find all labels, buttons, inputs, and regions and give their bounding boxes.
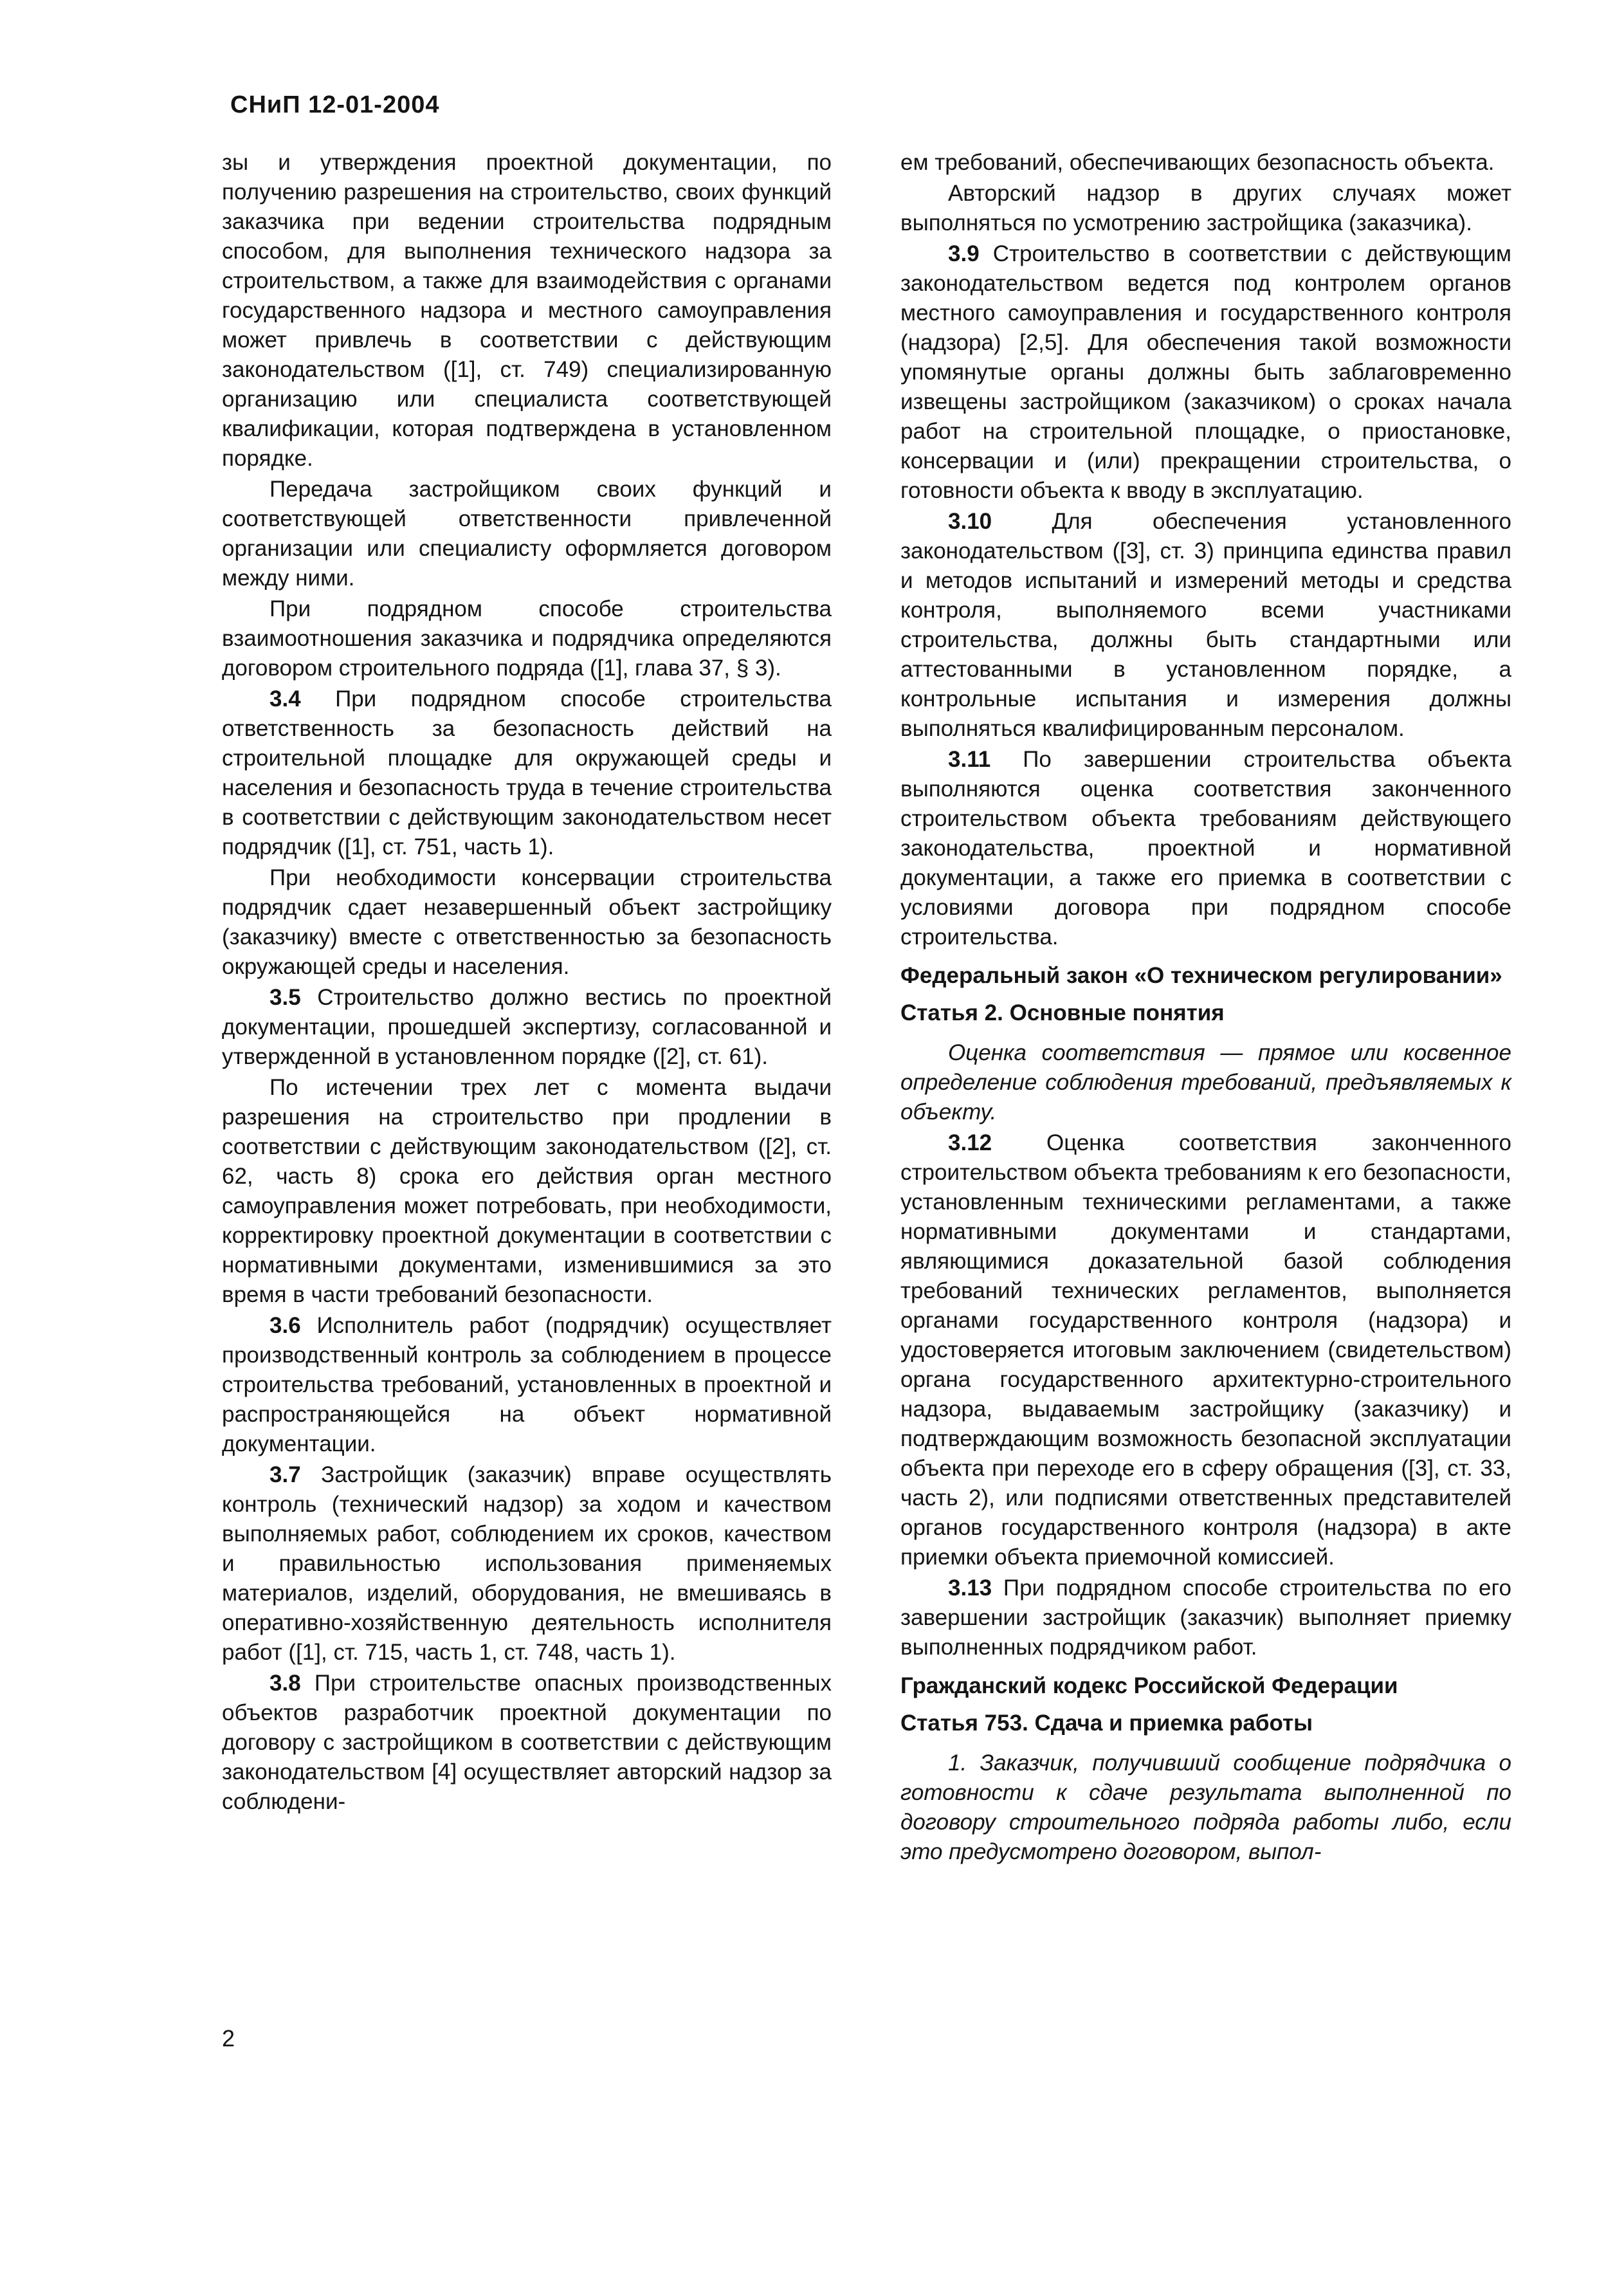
numbered-clause — [222, 983, 832, 1072]
clause-number: 3.4 — [269, 686, 301, 711]
law-heading: Гражданский кодекс Российской Федерации — [900, 1673, 1398, 1698]
paragraph — [222, 148, 832, 473]
document-code-header: СНиП 12-01-2004 — [230, 91, 440, 118]
numbered-clause — [900, 507, 1511, 744]
numbered-clause — [222, 1311, 832, 1459]
article-heading: Статья 753. Сдача и приемка работы — [900, 1711, 1313, 1736]
paragraph-text: Строительство в соответствии с действующим законодательством ведется под контролем органов местного самоуправления и государственного контроля (надзора) [2,5]. Для обеспечения такой возможности упомянутые органы должны быть заблаговременно извещены застройщиком (заказчиком) о сроках начала работ на строительной площадке, о приостановке, консервации и (или) прекращении строительства, о готовности объекта к вводу в эксплуатацию. — [900, 241, 1511, 503]
clause-number: 3.5 — [269, 985, 301, 1010]
numbered-clause — [900, 1574, 1511, 1662]
paragraph-text: При подрядном способе строительства ответственность за безопасность действий на строительной площадке для окружающей среды и населения и безопасность труда в течение строительства в соответствии с действующим законодательством несет подрядчик ([1], ст. 751, часть 1). — [222, 686, 832, 859]
numbered-clause — [900, 239, 1511, 506]
paragraph-text: зы и утверждения проектной документации, по получению разрешения на строительство, своих функций заказчика при ведении строительства подрядным способом, для выполнения технического надзора за строительством, а также для взаимодействия с органами государственного надзора и местного самоуправления может привлечь в соответствии с действующим законодательством ([1], ст. 749) специализированную организацию или специалиста соответствующей квалификации, которая подтверждена в установленном порядке. — [222, 150, 832, 471]
clause-number: 3.9 — [948, 241, 980, 266]
clause-number: 3.7 — [269, 1462, 301, 1487]
article-heading: Статья 2. Основные понятия — [900, 1000, 1225, 1025]
paragraph — [222, 594, 832, 683]
paragraph-text: По истечении трех лет с момента выдачи разрешения на строительство при продлении в соответствии с действующим законодательством ([2], ст. 62, часть 8) срока его действия орган местного самоуправления может потребовать, при необходимости, корректировку проектной документации в соответствии с нормативными документами, изменившимися за это время в части требований безопасности. — [222, 1075, 832, 1307]
paragraph-text: Авторский надзор в других случаях может выполняться по усмотрению застройщика (заказчика). — [900, 181, 1511, 235]
clause-number: 3.8 — [269, 1671, 301, 1696]
clause-number: 3.12 — [948, 1130, 992, 1155]
paragraph-text: Для обеспечения установленного законодательством ([3], ст. 3) принципа единства правил и методов испытаний и измерений методы и средства контроля, выполняемого всеми участниками строительства, должны быть стандартными или аттестованными в установленном порядке, а контрольные испытания и измерения должны выполняться квалифицированным персоналом. — [900, 509, 1511, 741]
numbered-clause — [900, 745, 1511, 952]
paragraph — [222, 863, 832, 982]
right-text-column — [900, 148, 1511, 1868]
paragraph-text: Строительство должно вестись по проектной документации, прошедшей экспертизу, согласованной и утвержденной в установленном порядке ([2], ст. 61). — [222, 985, 832, 1069]
left-text-column — [222, 148, 832, 1818]
clause-number: 3.6 — [269, 1313, 301, 1338]
paragraph-text: По завершении строительства объекта выполняются оценка соответствия законченного строительством объекта требованиям действующего законодательства, проектной и нормативной документации, а также его приемка в соответствии с условиями договора при подрядном способе строительства. — [900, 747, 1511, 950]
numbered-clause — [900, 1128, 1511, 1572]
paragraph — [900, 148, 1511, 178]
numbered-clause — [222, 1669, 832, 1817]
paragraph — [900, 179, 1511, 238]
numbered-clause — [222, 684, 832, 862]
clause-number: 3.11 — [948, 747, 991, 772]
clause-number: 3.10 — [948, 509, 992, 534]
quoted-text: 1. Заказчик, получивший сообщение подрядчика о готовности к сдаче результата выполненной по договору строительного подряда работы либо, если это предусмотрено договором, выпол- — [900, 1750, 1511, 1864]
paragraph-text: Исполнитель работ (подрядчик) осуществляет производственный контроль за соблюдением в процессе строительства требований, установленных в проектной и распространяющейся на объект нормативной документации. — [222, 1313, 832, 1456]
quoted-text: Оценка соответствия — прямое или косвенное определение соблюдения требований, предъявляемых к объекту. — [900, 1040, 1511, 1124]
paragraph-text: Застройщик (заказчик) вправе осуществлять контроль (технический надзор) за ходом и качеством выполняемых работ, соблюдением их сроков, качеством и правильностью использования применяемых материалов, изделий, оборудования, не вмешиваясь в оперативно-хозяйственную деятельность исполнителя работ ([1], ст. 715, часть 1, ст. 748, часть 1). — [222, 1462, 832, 1665]
paragraph-text: ем требований, обеспечивающих безопасность объекта. — [900, 150, 1495, 175]
paragraph-text: При подрядном способе строительства взаимоотношения заказчика и подрядчика определяются договором строительного подряда ([1], глава 37, § 3). — [222, 596, 832, 681]
paragraph-text: При необходимости консервации строительства подрядчик сдает незавершенный объект застройщику (заказчику) вместе с ответственностью за безопасность окружающей среды и населения. — [222, 865, 832, 979]
page-number: 2 — [222, 2025, 235, 2051]
paragraph — [222, 1073, 832, 1310]
paragraph-text: Оценка соответствия законченного строительством объекта требованиям к его безопасности, установленным техническими регламентами, а также нормативными документами и стандартами, являющимися доказательной базой соблюдения требований технических регламентов, выполняется органами государственного контроля (надзора) и удостоверяется итоговым заключением (свидетельством) органа государственного архитектурно-строительного надзора, выдаваемым застройщику (заказчику) и подтверждающим возможность безопасной эксплуатации объекта при переходе его в сферу обращения ([3], ст. 33, часть 2), или подписями ответственных представителей органов государственного контроля (надзора) в акте приемки объекта приемочной комиссией. — [900, 1130, 1511, 1570]
paragraph-text: При подрядном способе строительства по его завершении застройщик (заказчик) выполняет приемку выполненных подрядчиком работ. — [900, 1575, 1511, 1660]
paragraph-text: При строительстве опасных производственных объектов разработчик проектной документации по договору с застройщиком в соответствии с действующим законодательством [4] осуществляет авторский надзор за соблюдени- — [222, 1671, 832, 1814]
law-heading: Федеральный закон «О техническом регулировании» — [900, 963, 1502, 988]
numbered-clause — [222, 1460, 832, 1667]
paragraph-text: Передача застройщиком своих функций и соответствующей ответственности привлеченной организации или специалисту оформляется договором между ними. — [222, 477, 832, 591]
paragraph — [222, 475, 832, 593]
clause-number: 3.13 — [948, 1575, 992, 1601]
